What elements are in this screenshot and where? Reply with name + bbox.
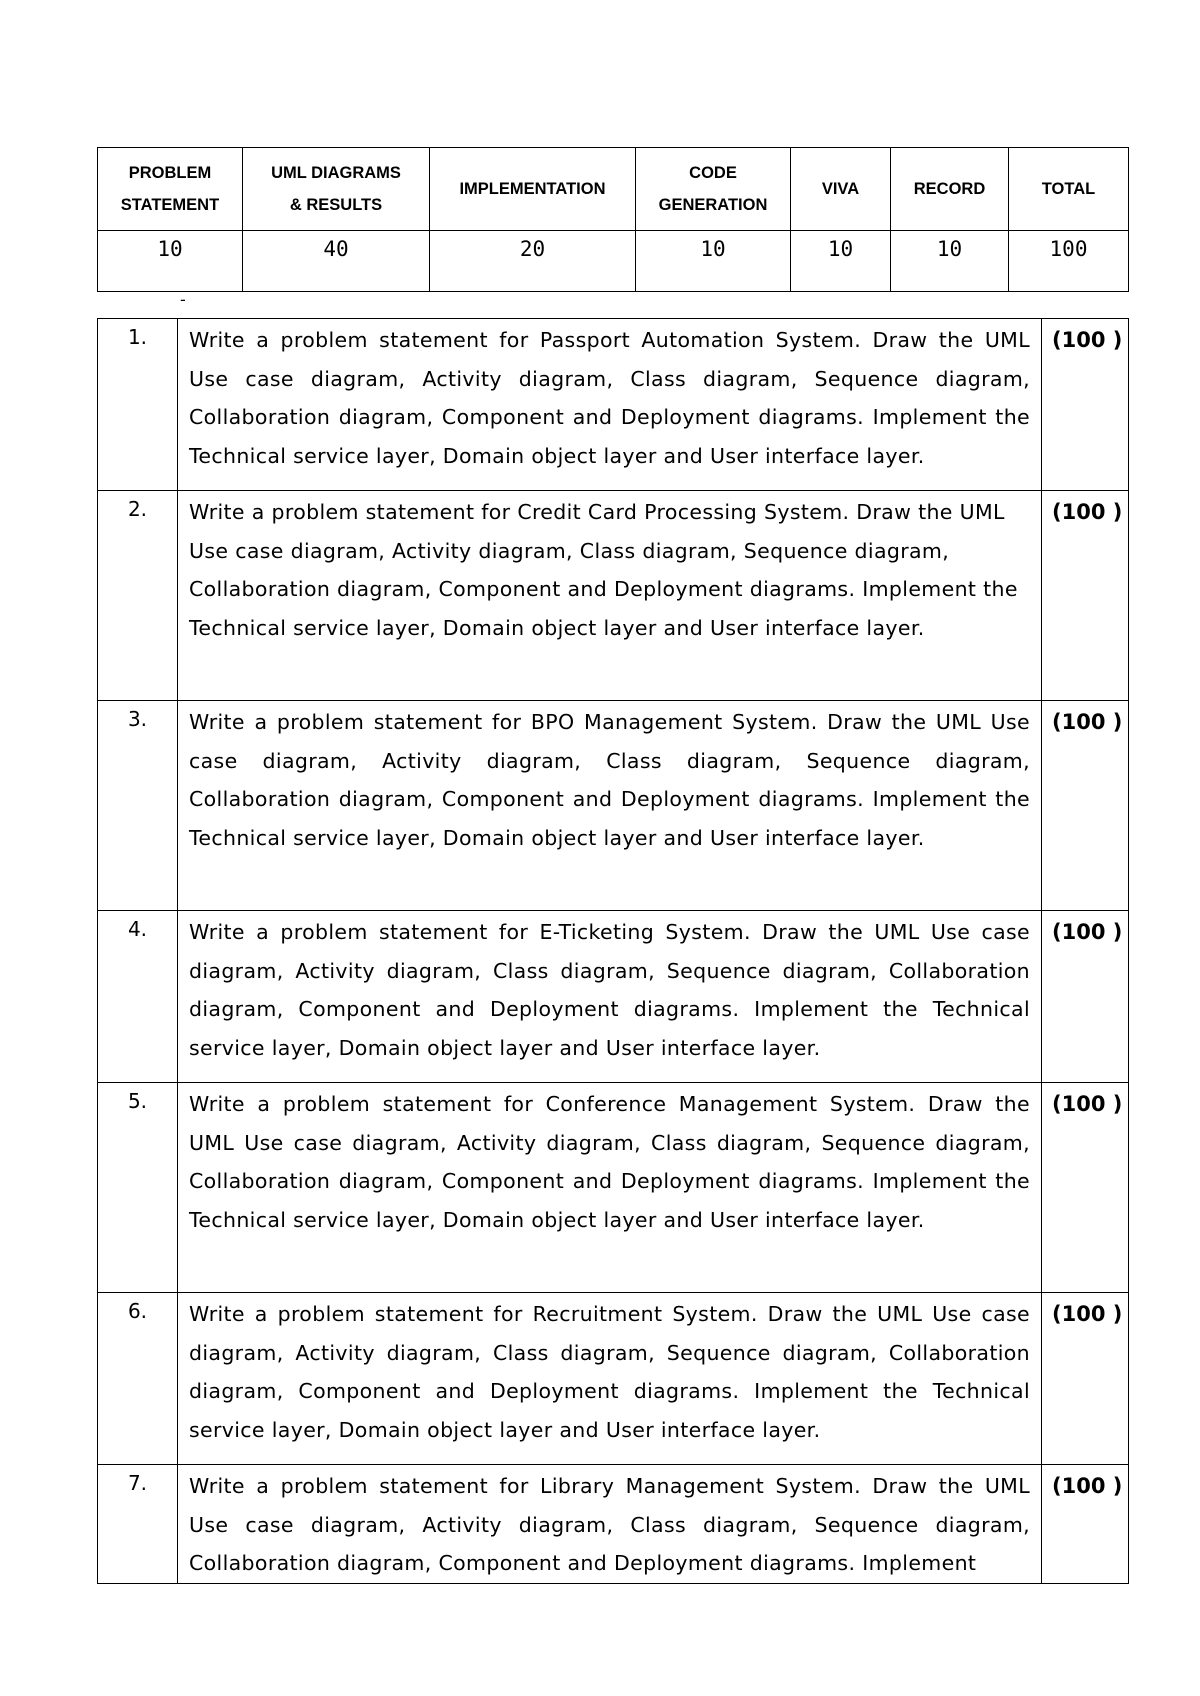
question-text: Write a problem statement for Recruitment System. Draw the UML Use case diagram, Activity diagram, Class diagram, Sequence diagram, Collaboration diagram, Component and Deployment diagrams. Implement the Technical service layer, Domain object layer and User interface layer. bbox=[178, 1293, 1042, 1465]
question-marks: (100 ) bbox=[1042, 319, 1129, 491]
question-row bbox=[98, 701, 1129, 911]
header-implementation: IMPLEMENTATION bbox=[430, 148, 636, 231]
value-code-generation: 10 bbox=[636, 231, 791, 292]
value-viva: 10 bbox=[791, 231, 891, 292]
question-number: 7. bbox=[98, 1465, 178, 1584]
value-implementation: 20 bbox=[430, 231, 636, 292]
question-marks: (100 ) bbox=[1042, 1465, 1129, 1584]
value-record: 10 bbox=[891, 231, 1009, 292]
header-record: RECORD bbox=[891, 148, 1009, 231]
question-row bbox=[98, 319, 1129, 491]
question-text: Write a problem statement for Credit Card Processing System. Draw the UML Use case diagram, Activity diagram, Class diagram, Sequence diagram, Collaboration diagram, Component and Deployment diagrams. Implement the Technical service layer, Domain object layer and User interface layer. bbox=[178, 491, 1042, 701]
question-text: Write a problem statement for Passport Automation System. Draw the UML Use case diagram, Activity diagram, Class diagram, Sequence diagram, Collaboration diagram, Component and Deployment diagrams. Implement the Technical service layer, Domain object layer and User interface layer. bbox=[178, 319, 1042, 491]
question-row bbox=[98, 911, 1129, 1083]
header-code-generation: CODE GENERATION bbox=[636, 148, 791, 231]
question-row bbox=[98, 1465, 1129, 1584]
question-marks: (100 ) bbox=[1042, 491, 1129, 701]
question-number: 2. bbox=[98, 491, 178, 701]
question-number: 6. bbox=[98, 1293, 178, 1465]
question-marks: (100 ) bbox=[1042, 701, 1129, 911]
value-total: 100 bbox=[1009, 231, 1129, 292]
marks-header-row bbox=[98, 148, 1129, 231]
header-uml-diagrams: UML DIAGRAMS & RESULTS bbox=[243, 148, 430, 231]
marks-values-row bbox=[98, 231, 1129, 292]
value-problem-statement: 10 bbox=[98, 231, 243, 292]
question-number: 5. bbox=[98, 1083, 178, 1293]
question-row bbox=[98, 1083, 1129, 1293]
question-number: 1. bbox=[98, 319, 178, 491]
question-row bbox=[98, 1293, 1129, 1465]
question-marks: (100 ) bbox=[1042, 911, 1129, 1083]
header-total: TOTAL bbox=[1009, 148, 1129, 231]
marks-distribution-table bbox=[97, 147, 1129, 292]
question-number: 3. bbox=[98, 701, 178, 911]
question-text: Write a problem statement for Library Management System. Draw the UML Use case diagram, Activity diagram, Class diagram, Sequence diagram, Collaboration diagram, Component and Deployment diagrams. Implement bbox=[178, 1465, 1042, 1584]
question-text: Write a problem statement for Conference Management System. Draw the UML Use case diagram, Activity diagram, Class diagram, Sequence diagram, Collaboration diagram, Component and Deployment diagrams. Implement the Technical service layer, Domain object layer and User interface layer. bbox=[178, 1083, 1042, 1293]
question-marks: (100 ) bbox=[1042, 1293, 1129, 1465]
header-viva: VIVA bbox=[791, 148, 891, 231]
question-text: Write a problem statement for BPO Management System. Draw the UML Use case diagram, Activity diagram, Class diagram, Sequence diagram, Collaboration diagram, Component and Deployment diagrams. Implement the Technical service layer, Domain object layer and User interface layer. bbox=[178, 701, 1042, 911]
value-uml-diagrams: 40 bbox=[243, 231, 430, 292]
separator-dash: - bbox=[180, 290, 186, 309]
header-problem-statement: PROBLEM STATEMENT bbox=[98, 148, 243, 231]
questions-table bbox=[97, 318, 1129, 1584]
question-marks: (100 ) bbox=[1042, 1083, 1129, 1293]
question-row bbox=[98, 491, 1129, 701]
question-number: 4. bbox=[98, 911, 178, 1083]
question-text: Write a problem statement for E-Ticketing System. Draw the UML Use case diagram, Activity diagram, Class diagram, Sequence diagram, Collaboration diagram, Component and Deployment diagrams. Implement the Technical service layer, Domain object layer and User interface layer. bbox=[178, 911, 1042, 1083]
